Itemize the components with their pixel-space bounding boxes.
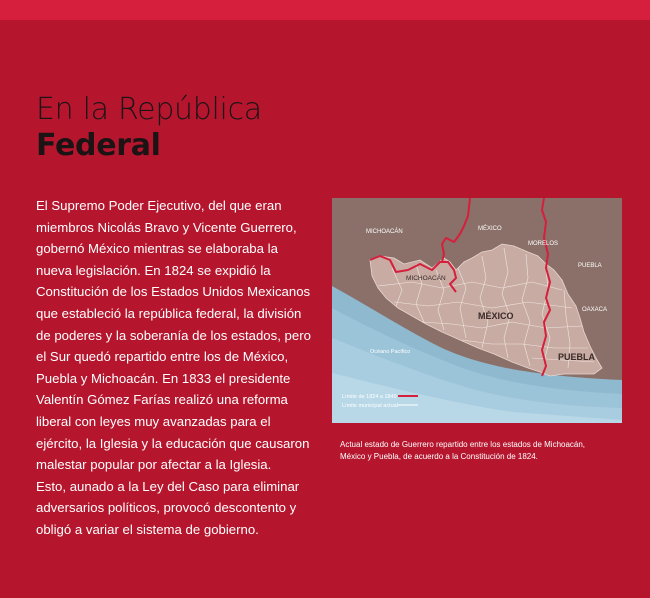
page-title-line1: En la República — [36, 92, 262, 127]
body-line: Constitución de los Estados Unidos Mexicanos — [36, 284, 311, 300]
label-puebla-region: PUEBLA — [558, 352, 596, 362]
page-title-line2: Federal — [36, 128, 161, 163]
label-mexico-region: MÉXICO — [478, 311, 514, 321]
label-mexico-top: MÉXICO — [478, 226, 502, 232]
page-title — [36, 92, 262, 164]
top-accent-bar — [0, 0, 650, 20]
body-line: nueva legislación. En 1824 se expidió la — [36, 262, 271, 278]
label-michoacan-region: MICHOACÁN — [406, 275, 446, 282]
caption-line: México y Puebla, de acuerdo a la Constitución de 1824. — [340, 452, 538, 461]
body-line: malestar popular por afectar a la Iglesia. — [36, 457, 272, 473]
label-ocean: Océano Pacífico — [370, 349, 411, 355]
body-line: obligó a variar el sistema de gobierno. — [36, 521, 259, 537]
body-paragraph — [36, 195, 326, 541]
body-line: gobernó México mientras se elaboraba la — [36, 241, 278, 257]
label-oaxaca: OAXACA — [582, 307, 608, 313]
body-line: Esto, aunado a la Ley del Caso para eliminar — [36, 478, 300, 494]
body-line: liberal con leyes muy avanzadas para el — [36, 413, 271, 429]
body-line: ejército, la Iglesia y la educación que causaron — [36, 435, 310, 451]
label-michoacan-top: MICHOACÁN — [366, 229, 403, 235]
label-morelos: MORELOS — [528, 241, 559, 247]
caption-line: Actual estado de Guerrero repartido entre los estados de Michoacán, — [340, 440, 586, 449]
legend-limit-label: Límite de 1824 a 1849 — [342, 394, 397, 400]
body-line: adversarios políticos, provocó descontento y — [36, 500, 297, 516]
body-line: que estableció la república federal, la división — [36, 305, 302, 321]
body-line: miembros Nicolás Bravo y Vicente Guerrero, — [36, 219, 297, 235]
body-line: Valentín Gómez Farías realizó una reforma — [36, 392, 288, 408]
map-caption — [340, 439, 620, 463]
body-line: Puebla y Michoacán. En 1833 el presidente — [36, 370, 291, 386]
label-puebla-top: PUEBLA — [578, 263, 602, 269]
guerrero-map — [332, 198, 622, 423]
body-line: de poderes y la soberanía de los estados, pero — [36, 327, 311, 343]
legend-municipal-label: Límite municipal actual — [342, 403, 398, 409]
body-line: El Supremo Poder Ejecutivo, del que eran — [36, 198, 282, 213]
map-svg — [332, 198, 622, 423]
body-line: el Sur quedó repartido entre los de México, — [36, 349, 289, 365]
